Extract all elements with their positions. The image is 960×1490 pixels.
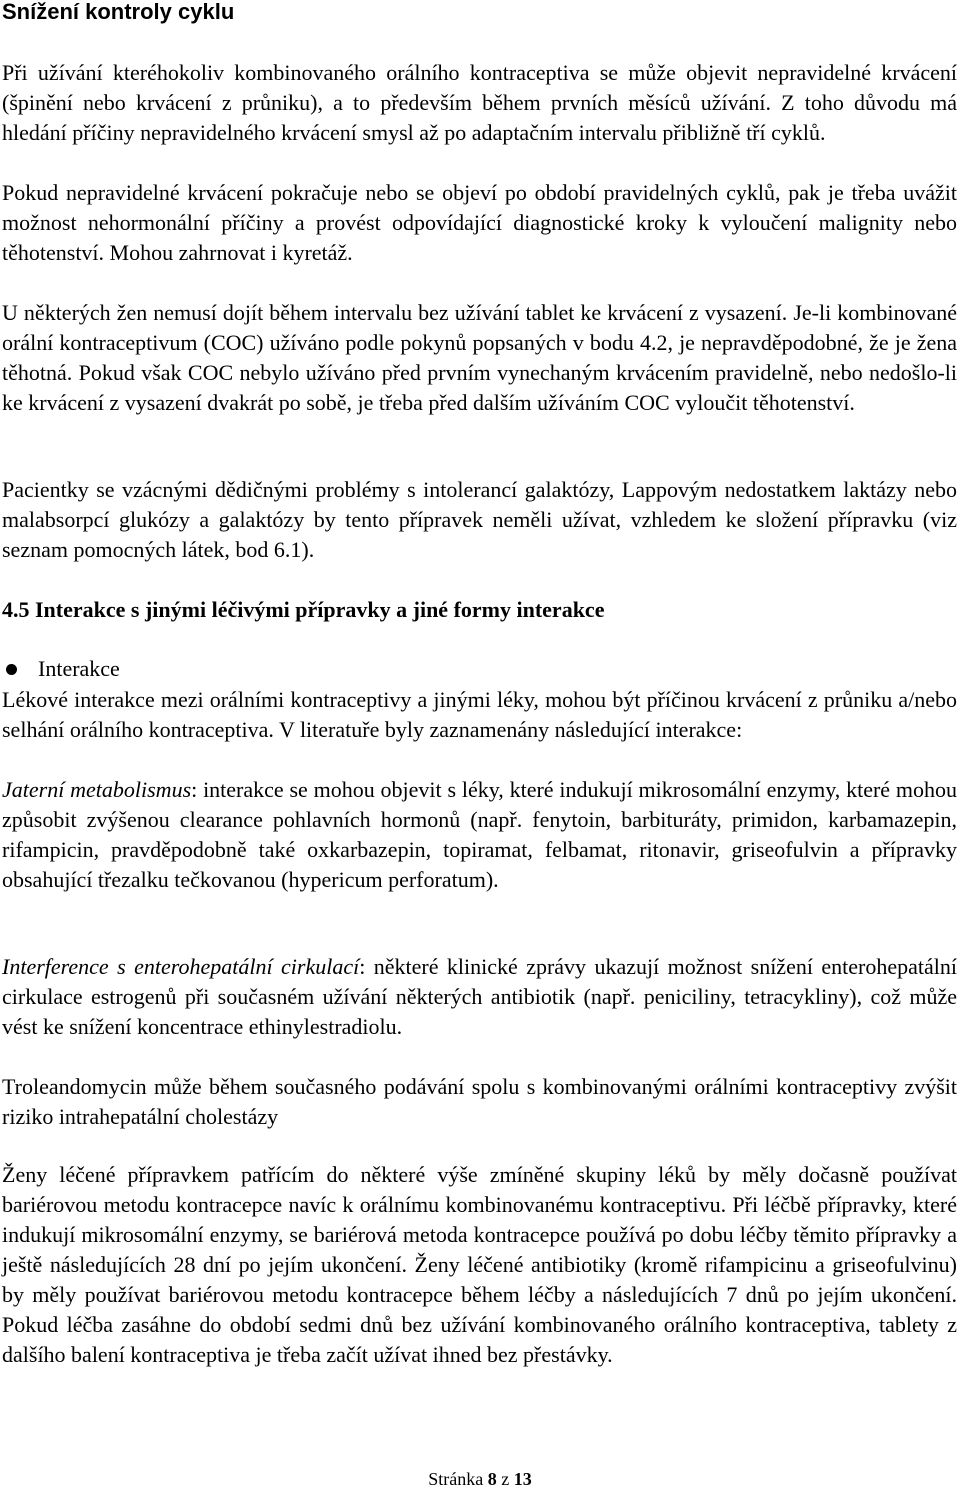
footer-total-pages: 13 [513,1469,532,1489]
footer-separator: z [501,1469,510,1489]
bullet-icon [6,664,17,675]
section-heading-text: Interakce s jinými léčivými přípravky a jiné formy interakce [29,597,605,622]
footer-label: Stránka [428,1469,484,1489]
text-hepatic-metabolism: : interakce se mohou objevit s léky, které indukují mikrosomální enzymy, které mohou způsobit zvýšenou clearance pohlavních hormonů (např. fenytoin, barbituráty, primidon, karbamazepin, rifampicin, pravděpodobně také oxkarbazepin, topiramat, felbamat, ritonavir, griseofulvin a přípravky obsahující třezalku tečkovanou (hypericum perforatum). [2,777,957,892]
section-title: Snížení kontroly cyklu [2,0,235,24]
paragraph-enterohepatic-circulation [2,952,957,1042]
paragraph-hepatic-metabolism [2,775,957,895]
bullet-item [2,654,957,684]
section-heading-number: 4.5 [2,597,30,622]
paragraph-galactose-intolerance: Pacientky se vzácnými dědičnými problémy s intolerancí galaktózy, Lappovým nedostatkem laktázy nebo malabsorpcí glukózy a galaktózy by tento přípravek neměli užívat, vzhledem ke složení přípravku (viz seznam pomocných látek, bod 6.1). [2,477,957,562]
paragraph-cycle-irregular-bleeding: Při užívání kteréhokoliv kombinovaného orálního kontraceptiva se může objevit nepravidelné krvácení (špinění nebo krvácení z průniku), a to především během prvních měsíců užívání. Z toho důvodu má hledání příčiny nepravidelného krvácení smysl až po adaptačním intervalu přibližně tří cyklů. [2,60,957,145]
term-enterohepatic-circulation: Interference s enterohepatální cirkulací [2,954,360,979]
footer-page-number: 8 [487,1469,497,1489]
term-hepatic-metabolism: Jaterní metabolismus [2,777,192,802]
text-enterohepatic-circulation: : některé klinické zprávy ukazují možnost snížení enterohepatální cirkulace estrogenů při současném užívání některých antibiotik (např. peniciliny, tetracykliny), což může vést ke snížení koncentrace ethinylestradiolu. [2,954,957,1039]
paragraph-barrier-contraception: Ženy léčené přípravkem patřícím do některé výše zmíněné skupiny léků by měly dočasně používat bariérovou metodu kontracepce navíc k orálnímu kombinovanému kontraceptivu. Při léčbě přípravky, které indukují mikrosomální enzymy, se bariérová metoda kontracepce používá po dobu léčby těmito přípravky a ještě následujících 28 dní po jejím ukončení. Ženy léčené antibiotiky (kromě rifampicinu a griseofulvinu) by měly používat bariérovou metodu kontracepce během léčby a následujících 7 dnů po jejím ukončení. Pokud léčba zasáhne do období sedmi dnů bez užívání kombinovaného orálního kontraceptiva, tablety z dalšího balení kontraceptiva je třeba začít užívat ihned bez přestávky. [2,1162,957,1367]
paragraph-withdrawal-bleeding: U některých žen nemusí dojít během intervalu bez užívání tablet ke krvácení z vysazení. Je-li kombinované orální kontraceptivum (COC) užíváno podle pokynů popsaných v bodu 4.2, je nepravděpodobné, že je žena těhotná. Pokud však COC nebylo užíváno před prvním vynechaným krvácením pravidelně, nebo nedošlo-li ke krvácení z vysazení dvakrát po sobě, je třeba před dalším užíváním COC vyloučit těhotenství. [2,300,957,415]
paragraph-drug-interactions-intro: Lékové interakce mezi orálními kontraceptivy a jinými léky, mohou být příčinou krvácení z průniku a/nebo selhání orálního kontraceptiva. V literatuře byly zaznamenány následující interakce: [2,687,957,742]
paragraph-troleandomycin: Troleandomycin může během současného podávání spolu s kombinovanými orálními kontraceptivy zvýšit riziko intrahepatální cholestázy [2,1074,957,1129]
paragraph-persistent-bleeding: Pokud nepravidelné krvácení pokračuje nebo se objeví po období pravidelných cyklů, pak je třeba uvážit možnost nehormonální příčiny a provést odpovídající diagnostické kroky k vyloučení malignity nebo těhotenství. Mohou zahrnovat i kyretáž. [2,180,957,265]
section-heading-4-5 [2,597,957,623]
bullet-label: Interakce [38,656,120,681]
page-footer [0,1468,960,1490]
